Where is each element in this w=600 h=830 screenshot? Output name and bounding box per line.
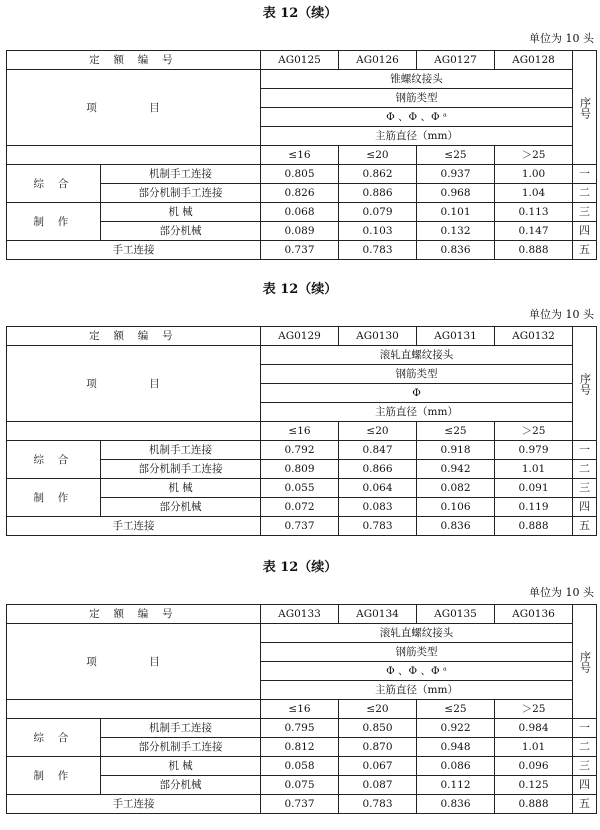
unit-label: 单位为 10 头 xyxy=(529,308,594,321)
code-header-label: 定 额 编 号 xyxy=(7,51,261,70)
method-row xyxy=(7,70,597,89)
value-cell: 0.737 xyxy=(261,795,339,814)
diameter-value: ＞25 xyxy=(495,422,573,441)
rebar-type-label: 钢筋类型 xyxy=(261,365,573,384)
value-cell: 1.01 xyxy=(495,738,573,757)
value-cell: 0.886 xyxy=(339,184,417,203)
seq-number: 三 xyxy=(573,203,597,222)
value-cell: 0.850 xyxy=(339,719,417,738)
row-label: 手工连接 xyxy=(7,795,261,814)
quota-code: AG0133 xyxy=(261,605,339,624)
item-header-label: 项 目 xyxy=(7,624,261,700)
value-cell: 0.147 xyxy=(495,222,573,241)
value-cell: 0.866 xyxy=(339,460,417,479)
seq-number: 三 xyxy=(573,479,597,498)
diameter-value: ≤20 xyxy=(339,700,417,719)
seq-number: 四 xyxy=(573,222,597,241)
seq-number: 四 xyxy=(573,776,597,795)
value-cell: 0.087 xyxy=(339,776,417,795)
blank-cell xyxy=(7,146,261,165)
value-cell: 0.079 xyxy=(339,203,417,222)
seq-number: 三 xyxy=(573,757,597,776)
quota-code: AG0134 xyxy=(339,605,417,624)
value-cell: 1.01 xyxy=(495,460,573,479)
diameter-label: 主筋直径（mm） xyxy=(261,127,573,146)
seq-number: 五 xyxy=(573,517,597,536)
seq-header: 序号 xyxy=(573,327,597,441)
diameter-value: ≤16 xyxy=(261,422,339,441)
joint-method: 滚轧直螺纹接头 xyxy=(261,346,573,365)
table-title: 表 12（续） xyxy=(262,6,338,21)
value-cell: 0.064 xyxy=(339,479,417,498)
table-row xyxy=(7,479,597,498)
quota-code: AG0132 xyxy=(495,327,573,346)
rebar-symbols: Φ 、Φ 、Φ ᵃ xyxy=(261,662,573,681)
value-cell: 0.058 xyxy=(261,757,339,776)
rebar-type-label: 钢筋类型 xyxy=(261,89,573,108)
value-cell: 0.783 xyxy=(339,795,417,814)
value-cell: 0.792 xyxy=(261,441,339,460)
table-row xyxy=(7,203,597,222)
value-cell: 0.067 xyxy=(339,757,417,776)
value-cell: 0.091 xyxy=(495,479,573,498)
value-cell: 0.922 xyxy=(417,719,495,738)
row-label: 部分机械 xyxy=(101,498,261,517)
row-label: 机 械 xyxy=(101,479,261,498)
value-cell: 0.968 xyxy=(417,184,495,203)
diameter-value: ≤25 xyxy=(417,422,495,441)
value-cell: 0.737 xyxy=(261,241,339,260)
diameter-value: ≤20 xyxy=(339,422,417,441)
table-row xyxy=(7,517,597,536)
diameter-value: ≤16 xyxy=(261,146,339,165)
value-cell: 0.942 xyxy=(417,460,495,479)
value-cell: 0.113 xyxy=(495,203,573,222)
table-row xyxy=(7,795,597,814)
value-cell: 0.119 xyxy=(495,498,573,517)
table-row xyxy=(7,719,597,738)
value-cell: 0.783 xyxy=(339,241,417,260)
seq-number: 五 xyxy=(573,795,597,814)
row-label: 机制手工连接 xyxy=(101,719,261,738)
group-label-zonghe: 综 合 xyxy=(7,441,101,479)
value-cell: 0.888 xyxy=(495,795,573,814)
row-label: 手工连接 xyxy=(7,517,261,536)
value-cell: 0.805 xyxy=(261,165,339,184)
value-cell: 0.089 xyxy=(261,222,339,241)
code-row xyxy=(7,51,597,70)
table-row xyxy=(7,757,597,776)
diameter-value: ≤16 xyxy=(261,700,339,719)
value-cell: 0.809 xyxy=(261,460,339,479)
value-cell: 0.096 xyxy=(495,757,573,776)
value-cell: 0.082 xyxy=(417,479,495,498)
item-header-label: 项 目 xyxy=(7,346,261,422)
value-cell: 0.948 xyxy=(417,738,495,757)
table-title: 表 12（续） xyxy=(262,282,338,297)
row-label: 部分机械 xyxy=(101,776,261,795)
group-label-zhizuo: 制 作 xyxy=(7,203,101,241)
diameter-row xyxy=(7,700,597,719)
quota-code: AG0131 xyxy=(417,327,495,346)
diameter-label: 主筋直径（mm） xyxy=(261,681,573,700)
quota-code: AG0136 xyxy=(495,605,573,624)
joint-method: 滚轧直螺纹接头 xyxy=(261,624,573,643)
blank-cell xyxy=(7,422,261,441)
code-header-label: 定 额 编 号 xyxy=(7,327,261,346)
unit-label: 单位为 10 头 xyxy=(529,586,594,599)
diameter-row xyxy=(7,146,597,165)
value-cell: 0.836 xyxy=(417,795,495,814)
value-cell: 1.04 xyxy=(495,184,573,203)
quota-table xyxy=(6,604,597,814)
row-label: 部分机制手工连接 xyxy=(101,738,261,757)
value-cell: 0.847 xyxy=(339,441,417,460)
seq-number: 二 xyxy=(573,738,597,757)
seq-number: 四 xyxy=(573,498,597,517)
row-label: 部分机制手工连接 xyxy=(101,460,261,479)
rebar-symbols: Φ 、Φ 、Φ ᵃ xyxy=(261,108,573,127)
value-cell: 0.086 xyxy=(417,757,495,776)
code-row xyxy=(7,605,597,624)
row-label: 机制手工连接 xyxy=(101,441,261,460)
rebar-symbols: Φ xyxy=(261,384,573,403)
value-cell: 0.918 xyxy=(417,441,495,460)
rebar-type-label: 钢筋类型 xyxy=(261,643,573,662)
item-header-label: 项 目 xyxy=(7,70,261,146)
value-cell: 0.132 xyxy=(417,222,495,241)
quota-table xyxy=(6,50,597,260)
method-row xyxy=(7,346,597,365)
blank-cell xyxy=(7,700,261,719)
row-label: 机 械 xyxy=(101,203,261,222)
quota-code: AG0127 xyxy=(417,51,495,70)
table-row xyxy=(7,241,597,260)
seq-header: 序号 xyxy=(573,605,597,719)
seq-number: 一 xyxy=(573,165,597,184)
value-cell: 0.068 xyxy=(261,203,339,222)
seq-number: 二 xyxy=(573,184,597,203)
method-row xyxy=(7,624,597,643)
table-row xyxy=(7,441,597,460)
value-cell: 0.862 xyxy=(339,165,417,184)
diameter-value: ≤25 xyxy=(417,146,495,165)
group-label-zonghe: 综 合 xyxy=(7,165,101,203)
group-label-zhizuo: 制 作 xyxy=(7,479,101,517)
value-cell: 0.979 xyxy=(495,441,573,460)
value-cell: 0.984 xyxy=(495,719,573,738)
quota-code: AG0135 xyxy=(417,605,495,624)
value-cell: 0.075 xyxy=(261,776,339,795)
seq-number: 五 xyxy=(573,241,597,260)
row-label: 部分机制手工连接 xyxy=(101,184,261,203)
table-title: 表 12（续） xyxy=(262,560,338,575)
quota-code: AG0130 xyxy=(339,327,417,346)
seq-header: 序号 xyxy=(573,51,597,165)
value-cell: 0.103 xyxy=(339,222,417,241)
value-cell: 0.812 xyxy=(261,738,339,757)
row-label: 手工连接 xyxy=(7,241,261,260)
value-cell: 0.826 xyxy=(261,184,339,203)
value-cell: 1.00 xyxy=(495,165,573,184)
unit-label: 单位为 10 头 xyxy=(529,32,594,45)
row-label: 部分机械 xyxy=(101,222,261,241)
value-cell: 0.737 xyxy=(261,517,339,536)
quota-code: AG0129 xyxy=(261,327,339,346)
diameter-value: ＞25 xyxy=(495,700,573,719)
value-cell: 0.888 xyxy=(495,517,573,536)
value-cell: 0.072 xyxy=(261,498,339,517)
value-cell: 0.937 xyxy=(417,165,495,184)
seq-number: 一 xyxy=(573,719,597,738)
value-cell: 0.836 xyxy=(417,241,495,260)
quota-code: AG0128 xyxy=(495,51,573,70)
quota-table xyxy=(6,326,597,536)
table-row xyxy=(7,165,597,184)
value-cell: 0.112 xyxy=(417,776,495,795)
diameter-row xyxy=(7,422,597,441)
code-row xyxy=(7,327,597,346)
row-label: 机 械 xyxy=(101,757,261,776)
value-cell: 0.783 xyxy=(339,517,417,536)
group-label-zonghe: 综 合 xyxy=(7,719,101,757)
value-cell: 0.125 xyxy=(495,776,573,795)
value-cell: 0.836 xyxy=(417,517,495,536)
value-cell: 0.055 xyxy=(261,479,339,498)
value-cell: 0.083 xyxy=(339,498,417,517)
value-cell: 0.101 xyxy=(417,203,495,222)
joint-method: 锥螺纹接头 xyxy=(261,70,573,89)
value-cell: 0.795 xyxy=(261,719,339,738)
row-label: 机制手工连接 xyxy=(101,165,261,184)
diameter-value: ≤25 xyxy=(417,700,495,719)
diameter-value: ＞25 xyxy=(495,146,573,165)
quota-code: AG0125 xyxy=(261,51,339,70)
value-cell: 0.888 xyxy=(495,241,573,260)
quota-code: AG0126 xyxy=(339,51,417,70)
value-cell: 0.106 xyxy=(417,498,495,517)
group-label-zhizuo: 制 作 xyxy=(7,757,101,795)
code-header-label: 定 额 编 号 xyxy=(7,605,261,624)
diameter-value: ≤20 xyxy=(339,146,417,165)
value-cell: 0.870 xyxy=(339,738,417,757)
seq-number: 一 xyxy=(573,441,597,460)
diameter-label: 主筋直径（mm） xyxy=(261,403,573,422)
seq-number: 二 xyxy=(573,460,597,479)
